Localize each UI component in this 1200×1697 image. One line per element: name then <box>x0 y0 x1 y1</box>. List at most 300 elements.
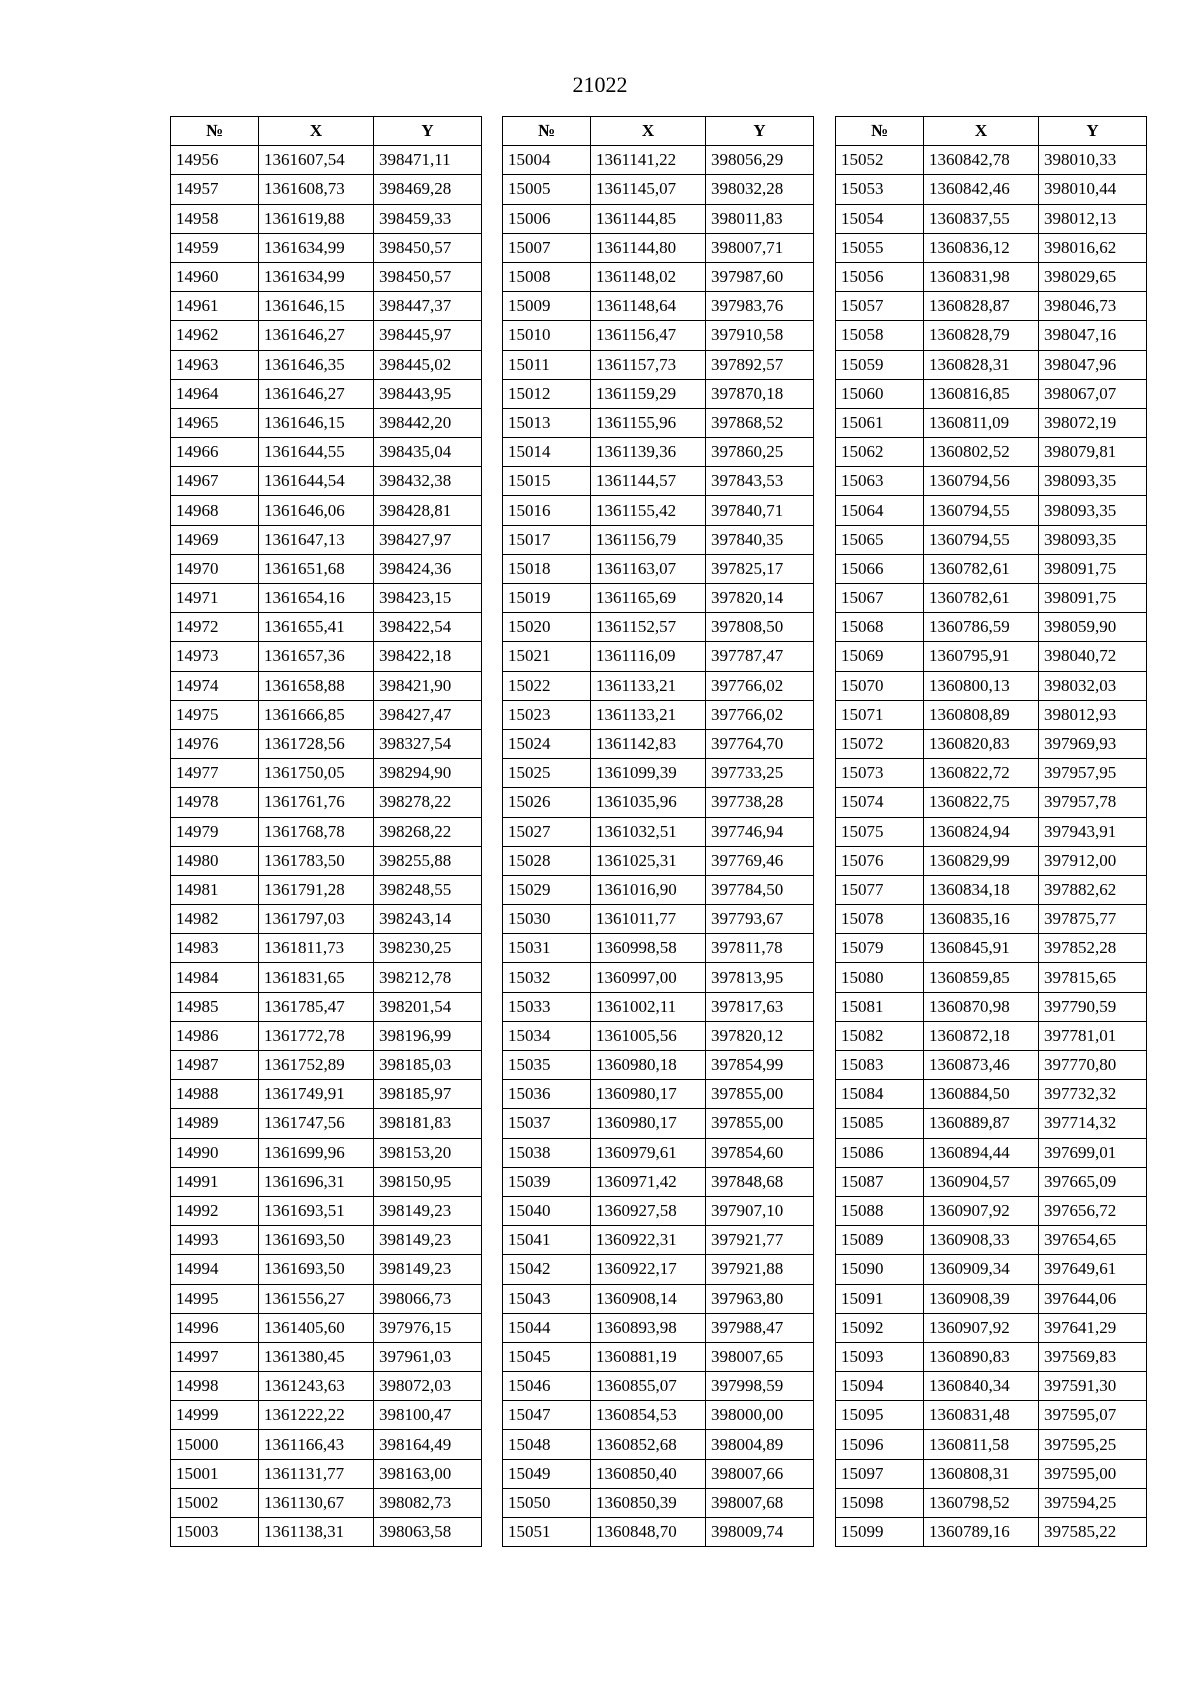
cell-y: 397961,03 <box>374 1342 482 1371</box>
cell-x: 1361696,31 <box>259 1167 374 1196</box>
cell-y: 397840,35 <box>706 525 814 554</box>
cell-y: 398181,83 <box>374 1109 482 1138</box>
cell-x: 1360794,55 <box>924 525 1039 554</box>
cell-y: 397957,95 <box>1039 759 1147 788</box>
cell-number: 14982 <box>171 905 259 934</box>
table-row <box>503 759 814 788</box>
table-row <box>171 1196 482 1225</box>
cell-number: 15089 <box>836 1226 924 1255</box>
table-row <box>503 992 814 1021</box>
cell-y: 397790,59 <box>1039 992 1147 1021</box>
cell-x: 1361152,57 <box>591 613 706 642</box>
table-row <box>503 233 814 262</box>
cell-y: 397595,00 <box>1039 1459 1147 1488</box>
cell-y: 398443,95 <box>374 379 482 408</box>
cell-y: 398007,65 <box>706 1342 814 1371</box>
cell-y: 398445,02 <box>374 350 482 379</box>
cell-x: 1361556,27 <box>259 1284 374 1313</box>
table-row <box>171 700 482 729</box>
cell-x: 1361785,47 <box>259 992 374 1021</box>
cell-x: 1360852,68 <box>591 1430 706 1459</box>
cell-y: 397649,61 <box>1039 1255 1147 1284</box>
cell-y: 398185,97 <box>374 1080 482 1109</box>
cell-number: 14983 <box>171 934 259 963</box>
cell-number: 15011 <box>503 350 591 379</box>
cell-x: 1361144,80 <box>591 233 706 262</box>
cell-y: 397921,88 <box>706 1255 814 1284</box>
cell-x: 1361133,21 <box>591 700 706 729</box>
table-row <box>171 642 482 671</box>
cell-x: 1360822,72 <box>924 759 1039 788</box>
cell-y: 397644,06 <box>1039 1284 1147 1313</box>
cell-y: 397738,28 <box>706 788 814 817</box>
cell-x: 1361380,45 <box>259 1342 374 1371</box>
cell-number: 15026 <box>503 788 591 817</box>
column-header-y: Y <box>374 117 482 146</box>
cell-y: 398063,58 <box>374 1518 482 1547</box>
header-row <box>836 117 1147 146</box>
cell-x: 1361693,50 <box>259 1226 374 1255</box>
table-row <box>836 1459 1147 1488</box>
cell-x: 1361145,07 <box>591 175 706 204</box>
cell-y: 398423,15 <box>374 584 482 613</box>
cell-x: 1360907,92 <box>924 1196 1039 1225</box>
cell-number: 14961 <box>171 292 259 321</box>
table-row <box>836 1167 1147 1196</box>
table-row <box>503 1196 814 1225</box>
cell-y: 398012,13 <box>1039 204 1147 233</box>
table-row <box>171 1488 482 1517</box>
cell-y: 398066,73 <box>374 1284 482 1313</box>
cell-y: 397854,99 <box>706 1051 814 1080</box>
cell-number: 14979 <box>171 817 259 846</box>
table-row <box>171 1430 482 1459</box>
cell-x: 1361699,96 <box>259 1138 374 1167</box>
cell-number: 15064 <box>836 496 924 525</box>
cell-x: 1361155,96 <box>591 408 706 437</box>
table-row <box>836 525 1147 554</box>
cell-x: 1361133,21 <box>591 671 706 700</box>
cell-x: 1361693,51 <box>259 1196 374 1225</box>
cell-x: 1361772,78 <box>259 1021 374 1050</box>
column-header-number: № <box>836 117 924 146</box>
cell-y: 398047,16 <box>1039 321 1147 350</box>
table-row <box>836 1138 1147 1167</box>
cell-y: 397665,09 <box>1039 1167 1147 1196</box>
cell-number: 14997 <box>171 1342 259 1371</box>
cell-number: 14992 <box>171 1196 259 1225</box>
table-row <box>503 1284 814 1313</box>
cell-y: 397882,62 <box>1039 875 1147 904</box>
cell-number: 15004 <box>503 146 591 175</box>
cell-number: 14964 <box>171 379 259 408</box>
cell-y: 398150,95 <box>374 1167 482 1196</box>
coordinates-table-2 <box>502 116 814 1547</box>
cell-x: 1360794,56 <box>924 467 1039 496</box>
cell-x: 1361159,29 <box>591 379 706 408</box>
cell-number: 15013 <box>503 408 591 437</box>
cell-x: 1361163,07 <box>591 554 706 583</box>
cell-number: 14999 <box>171 1401 259 1430</box>
cell-x: 1361157,73 <box>591 350 706 379</box>
cell-number: 14970 <box>171 554 259 583</box>
cell-x: 1360828,79 <box>924 321 1039 350</box>
cell-x: 1361035,96 <box>591 788 706 817</box>
table-row <box>503 1459 814 1488</box>
cell-x: 1360908,33 <box>924 1226 1039 1255</box>
cell-x: 1361646,35 <box>259 350 374 379</box>
table-row <box>503 1342 814 1371</box>
cell-x: 1361131,77 <box>259 1459 374 1488</box>
cell-y: 398424,36 <box>374 554 482 583</box>
cell-y: 398459,33 <box>374 204 482 233</box>
table-row <box>171 525 482 554</box>
table-row <box>836 1226 1147 1255</box>
cell-number: 15091 <box>836 1284 924 1313</box>
cell-x: 1360845,91 <box>924 934 1039 963</box>
cell-number: 15060 <box>836 379 924 408</box>
cell-number: 15082 <box>836 1021 924 1050</box>
cell-number: 14984 <box>171 963 259 992</box>
table-row <box>171 1167 482 1196</box>
cell-x: 1361141,22 <box>591 146 706 175</box>
cell-x: 1360894,44 <box>924 1138 1039 1167</box>
cell-number: 15083 <box>836 1051 924 1080</box>
table-row <box>503 613 814 642</box>
cell-number: 15012 <box>503 379 591 408</box>
table-row <box>503 1167 814 1196</box>
cell-y: 398268,22 <box>374 817 482 846</box>
cell-y: 398072,03 <box>374 1372 482 1401</box>
table-row <box>171 905 482 934</box>
cell-number: 15007 <box>503 233 591 262</box>
table-row <box>503 175 814 204</box>
cell-x: 1361646,27 <box>259 321 374 350</box>
cell-y: 398230,25 <box>374 934 482 963</box>
table-row <box>836 905 1147 934</box>
table-row <box>836 817 1147 846</box>
cell-number: 15053 <box>836 175 924 204</box>
cell-x: 1360837,55 <box>924 204 1039 233</box>
cell-x: 1360800,13 <box>924 671 1039 700</box>
table-row <box>836 846 1147 875</box>
cell-y: 397910,58 <box>706 321 814 350</box>
cell-number: 15079 <box>836 934 924 963</box>
cell-number: 14987 <box>171 1051 259 1080</box>
cell-x: 1360808,89 <box>924 700 1039 729</box>
table-row <box>171 204 482 233</box>
table-row <box>503 321 814 350</box>
cell-y: 397912,00 <box>1039 846 1147 875</box>
cell-y: 398164,49 <box>374 1430 482 1459</box>
cell-number: 14963 <box>171 350 259 379</box>
cell-x: 1360795,91 <box>924 642 1039 671</box>
cell-number: 15085 <box>836 1109 924 1138</box>
table-row <box>836 204 1147 233</box>
cell-y: 398427,97 <box>374 525 482 554</box>
cell-y: 398196,99 <box>374 1021 482 1050</box>
cell-x: 1360786,59 <box>924 613 1039 642</box>
cell-number: 15052 <box>836 146 924 175</box>
table-row <box>503 467 814 496</box>
cell-x: 1360842,78 <box>924 146 1039 175</box>
column-header-x: X <box>924 117 1039 146</box>
table-row <box>171 175 482 204</box>
table-row <box>171 438 482 467</box>
cell-x: 1361156,79 <box>591 525 706 554</box>
cell-number: 15090 <box>836 1255 924 1284</box>
cell-y: 397825,17 <box>706 554 814 583</box>
cell-x: 1360922,31 <box>591 1226 706 1255</box>
cell-x: 1361747,56 <box>259 1109 374 1138</box>
table-row <box>836 1284 1147 1313</box>
cell-number: 15025 <box>503 759 591 788</box>
cell-x: 1361025,31 <box>591 846 706 875</box>
cell-x: 1361002,11 <box>591 992 706 1021</box>
cell-y: 398428,81 <box>374 496 482 525</box>
cell-y: 398447,37 <box>374 292 482 321</box>
column-header-x: X <box>259 117 374 146</box>
table-row <box>836 350 1147 379</box>
cell-number: 15037 <box>503 1109 591 1138</box>
cell-number: 15022 <box>503 671 591 700</box>
cell-y: 398442,20 <box>374 408 482 437</box>
cell-x: 1360908,14 <box>591 1284 706 1313</box>
cell-y: 398149,23 <box>374 1226 482 1255</box>
cell-y: 398011,83 <box>706 204 814 233</box>
cell-x: 1361144,85 <box>591 204 706 233</box>
cell-x: 1361222,22 <box>259 1401 374 1430</box>
cell-y: 397656,72 <box>1039 1196 1147 1225</box>
table-row <box>171 262 482 291</box>
cell-x: 1360829,99 <box>924 846 1039 875</box>
cell-x: 1361166,43 <box>259 1430 374 1459</box>
cell-x: 1360816,85 <box>924 379 1039 408</box>
table-row <box>836 408 1147 437</box>
table-row <box>503 496 814 525</box>
cell-y: 398432,38 <box>374 467 482 496</box>
cell-x: 1361099,39 <box>591 759 706 788</box>
table-row <box>836 1430 1147 1459</box>
cell-y: 398012,93 <box>1039 700 1147 729</box>
cell-number: 14977 <box>171 759 259 788</box>
cell-x: 1361608,73 <box>259 175 374 204</box>
cell-x: 1361647,13 <box>259 525 374 554</box>
cell-x: 1360808,31 <box>924 1459 1039 1488</box>
cell-x: 1360835,16 <box>924 905 1039 934</box>
cell-number: 15099 <box>836 1518 924 1547</box>
cell-y: 398243,14 <box>374 905 482 934</box>
cell-y: 398149,23 <box>374 1255 482 1284</box>
cell-number: 15080 <box>836 963 924 992</box>
cell-y: 397793,67 <box>706 905 814 934</box>
table-row <box>171 846 482 875</box>
table-row <box>171 1138 482 1167</box>
cell-y: 397654,65 <box>1039 1226 1147 1255</box>
table-row <box>171 146 482 175</box>
table-row <box>503 1109 814 1138</box>
cell-x: 1361634,99 <box>259 262 374 291</box>
cell-x: 1360850,39 <box>591 1488 706 1517</box>
column-header-y: Y <box>706 117 814 146</box>
cell-x: 1360802,52 <box>924 438 1039 467</box>
cell-x: 1361138,31 <box>259 1518 374 1547</box>
cell-x: 1360824,94 <box>924 817 1039 846</box>
cell-y: 397892,57 <box>706 350 814 379</box>
cell-x: 1361657,36 <box>259 642 374 671</box>
cell-number: 15046 <box>503 1372 591 1401</box>
cell-y: 397969,93 <box>1039 729 1147 758</box>
cell-x: 1361011,77 <box>591 905 706 934</box>
cell-number: 15032 <box>503 963 591 992</box>
cell-y: 397641,29 <box>1039 1313 1147 1342</box>
table-row <box>836 934 1147 963</box>
table-row <box>503 817 814 846</box>
cell-y: 398091,75 <box>1039 554 1147 583</box>
cell-x: 1361607,54 <box>259 146 374 175</box>
cell-y: 398007,71 <box>706 233 814 262</box>
table-row <box>171 321 482 350</box>
cell-y: 398029,65 <box>1039 262 1147 291</box>
cell-y: 398149,23 <box>374 1196 482 1225</box>
cell-number: 15096 <box>836 1430 924 1459</box>
cell-x: 1360854,53 <box>591 1401 706 1430</box>
cell-x: 1361634,99 <box>259 233 374 262</box>
table-row <box>171 817 482 846</box>
cell-number: 15016 <box>503 496 591 525</box>
cell-x: 1361797,03 <box>259 905 374 934</box>
table-row <box>503 788 814 817</box>
table-row <box>503 1313 814 1342</box>
cell-y: 397988,47 <box>706 1313 814 1342</box>
cell-x: 1361646,15 <box>259 408 374 437</box>
cell-y: 397764,70 <box>706 729 814 758</box>
cell-number: 15051 <box>503 1518 591 1547</box>
cell-y: 397957,78 <box>1039 788 1147 817</box>
cell-number: 15042 <box>503 1255 591 1284</box>
cell-x: 1361761,76 <box>259 788 374 817</box>
cell-y: 397595,25 <box>1039 1430 1147 1459</box>
cell-number: 15077 <box>836 875 924 904</box>
cell-number: 14993 <box>171 1226 259 1255</box>
cell-y: 397766,02 <box>706 700 814 729</box>
table-row <box>503 292 814 321</box>
cell-x: 1360904,57 <box>924 1167 1039 1196</box>
cell-number: 14978 <box>171 788 259 817</box>
cell-y: 397732,32 <box>1039 1080 1147 1109</box>
cell-x: 1360889,87 <box>924 1109 1039 1138</box>
cell-x: 1361791,28 <box>259 875 374 904</box>
cell-number: 14972 <box>171 613 259 642</box>
cell-number: 15056 <box>836 262 924 291</box>
cell-y: 398093,35 <box>1039 467 1147 496</box>
cell-x: 1360881,19 <box>591 1342 706 1371</box>
cell-x: 1360997,00 <box>591 963 706 992</box>
cell-y: 397733,25 <box>706 759 814 788</box>
cell-number: 14956 <box>171 146 259 175</box>
table-row <box>171 350 482 379</box>
table-row <box>171 992 482 1021</box>
cell-x: 1360828,31 <box>924 350 1039 379</box>
cell-number: 15014 <box>503 438 591 467</box>
cell-x: 1360859,85 <box>924 963 1039 992</box>
cell-number: 15092 <box>836 1313 924 1342</box>
cell-number: 14991 <box>171 1167 259 1196</box>
cell-number: 15001 <box>171 1459 259 1488</box>
cell-number: 15015 <box>503 467 591 496</box>
cell-x: 1361693,50 <box>259 1255 374 1284</box>
cell-x: 1361728,56 <box>259 729 374 758</box>
cell-number: 14988 <box>171 1080 259 1109</box>
cell-y: 397921,77 <box>706 1226 814 1255</box>
table-row <box>503 1401 814 1430</box>
cell-number: 15084 <box>836 1080 924 1109</box>
cell-x: 1361142,83 <box>591 729 706 758</box>
cell-number: 15070 <box>836 671 924 700</box>
cell-y: 397811,78 <box>706 934 814 963</box>
cell-number: 14960 <box>171 262 259 291</box>
cell-x: 1360870,98 <box>924 992 1039 1021</box>
cell-number: 15033 <box>503 992 591 1021</box>
table-row <box>171 379 482 408</box>
cell-y: 397813,95 <box>706 963 814 992</box>
cell-number: 15055 <box>836 233 924 262</box>
table-row <box>836 1021 1147 1050</box>
cell-x: 1361139,36 <box>591 438 706 467</box>
cell-x: 1360840,34 <box>924 1372 1039 1401</box>
cell-y: 398009,74 <box>706 1518 814 1547</box>
cell-x: 1361750,05 <box>259 759 374 788</box>
cell-x: 1360820,83 <box>924 729 1039 758</box>
cell-number: 15049 <box>503 1459 591 1488</box>
cell-x: 1360782,61 <box>924 554 1039 583</box>
cell-x: 1360998,58 <box>591 934 706 963</box>
column-header-number: № <box>171 117 259 146</box>
cell-number: 15023 <box>503 700 591 729</box>
table-row <box>836 496 1147 525</box>
cell-y: 398435,04 <box>374 438 482 467</box>
table-row <box>171 496 482 525</box>
cell-x: 1361749,91 <box>259 1080 374 1109</box>
cell-x: 1360831,48 <box>924 1401 1039 1430</box>
cell-x: 1361005,56 <box>591 1021 706 1050</box>
table-row <box>171 233 482 262</box>
cell-y: 398471,11 <box>374 146 482 175</box>
cell-number: 15073 <box>836 759 924 788</box>
cell-number: 15021 <box>503 642 591 671</box>
cell-y: 397875,77 <box>1039 905 1147 934</box>
cell-x: 1360922,17 <box>591 1255 706 1284</box>
cell-y: 397770,80 <box>1039 1051 1147 1080</box>
cell-x: 1361243,63 <box>259 1372 374 1401</box>
cell-number: 14986 <box>171 1021 259 1050</box>
table-row <box>503 1226 814 1255</box>
cell-number: 14962 <box>171 321 259 350</box>
cell-y: 397860,25 <box>706 438 814 467</box>
cell-number: 15062 <box>836 438 924 467</box>
cell-number: 15094 <box>836 1372 924 1401</box>
cell-number: 15054 <box>836 204 924 233</box>
cell-y: 398010,44 <box>1039 175 1147 204</box>
cell-x: 1360798,52 <box>924 1488 1039 1517</box>
cell-number: 14994 <box>171 1255 259 1284</box>
cell-y: 397784,50 <box>706 875 814 904</box>
table-row <box>503 963 814 992</box>
cell-y: 398004,89 <box>706 1430 814 1459</box>
table-row <box>836 671 1147 700</box>
cell-number: 14976 <box>171 729 259 758</box>
cell-number: 14958 <box>171 204 259 233</box>
